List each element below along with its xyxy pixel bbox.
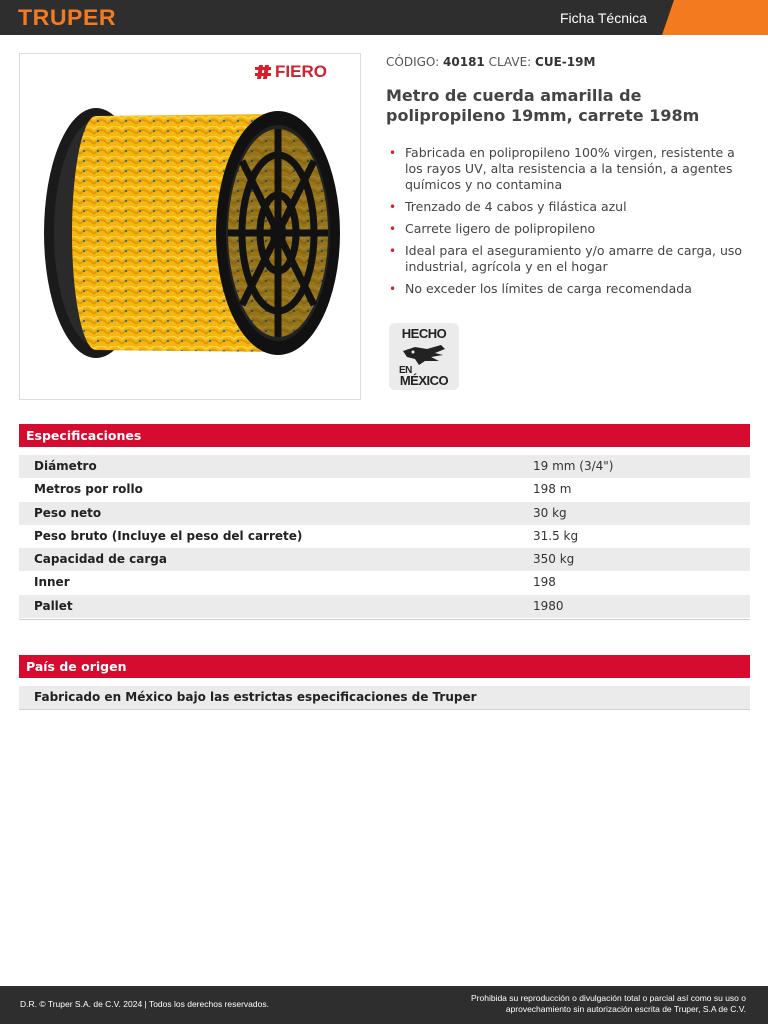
copyright-text: D.R. © Truper S.A. de C.V. 2024 | Todos los derechos reservados. (20, 999, 269, 1009)
table-row (19, 455, 750, 478)
origin-text: Fabricado en México bajo las estrictas especificaciones de Truper (19, 686, 750, 709)
spec-label: Capacidad de carga (34, 552, 167, 567)
hecho-en-mexico-badge (389, 323, 459, 390)
origin-heading: País de origen (19, 655, 750, 678)
mexican-eagle-icon (401, 343, 447, 367)
spec-value: 19 mm (3/4") (533, 459, 614, 473)
product-code-line (386, 55, 595, 69)
footer-bar (0, 986, 768, 1024)
fiero-mark-icon (255, 65, 271, 79)
product-title: Metro de cuerda amarilla de polipropileno 19mm, carrete 198m (386, 86, 700, 125)
badge-line-3: MÉXICO (399, 373, 449, 388)
spec-label: Pallet (34, 598, 73, 613)
spec-label: Metros por rollo (34, 482, 143, 497)
fiero-logo-text: FIERO (275, 62, 327, 81)
table-row (19, 548, 750, 571)
fiero-logo (253, 62, 353, 82)
product-code: 40181 (443, 55, 485, 69)
specs-table (19, 455, 750, 618)
table-row (19, 571, 750, 594)
spec-label: Inner (34, 575, 70, 590)
legal-notice-line-2: aprovechamiento sin autorización escrita de Truper, S.A de C.V. (505, 1004, 746, 1014)
table-row (19, 595, 750, 618)
product-key: CUE-19M (535, 55, 596, 69)
table-row (19, 525, 750, 548)
origin-divider (19, 709, 750, 710)
spec-label: Diámetro (34, 459, 97, 473)
spec-value: 350 kg (533, 552, 575, 567)
spec-value: 31.5 kg (533, 528, 579, 543)
spec-value: 198 (533, 575, 556, 590)
specs-divider (19, 619, 750, 620)
code-label: CÓDIGO: (386, 55, 440, 69)
spec-value: 1980 (533, 598, 564, 613)
truper-logo: TRUPER (18, 5, 117, 30)
document-type-label: Ficha Técnica (560, 10, 647, 26)
legal-notice (406, 993, 746, 1015)
feature-item: • Trenzado de 4 cabos y filástica azul (386, 199, 748, 215)
key-label: CLAVE: (488, 55, 532, 69)
table-row (19, 478, 750, 501)
spec-label: Peso bruto (Incluye el peso del carrete) (34, 528, 303, 543)
table-row (19, 502, 750, 525)
product-image-box (19, 53, 361, 400)
header-accent (662, 0, 768, 35)
feature-list (386, 145, 748, 303)
spec-value: 198 m (533, 482, 572, 497)
badge-line-1: HECHO (401, 326, 447, 341)
specs-heading: Especificaciones (19, 424, 750, 447)
feature-item: • Carrete ligero de polipropileno (386, 221, 748, 237)
rope-spool-image (38, 106, 343, 366)
feature-item: • Ideal para el aseguramiento y/o amarre de carga, uso industrial, agrícola y en el hogar (386, 243, 748, 275)
feature-item: • No exceder los límites de carga recomendada (386, 281, 748, 297)
feature-item: • Fabricada en polipropileno 100% virgen, resistente a los rayos UV, alta resistencia a la tensión, a agentes químicos y no contamina (386, 145, 748, 193)
badge-line-2: EN (399, 365, 412, 376)
header-bar (0, 0, 768, 35)
spec-value: 30 kg (533, 505, 567, 520)
spec-label: Peso neto (34, 505, 102, 520)
legal-notice-line-1: Prohibida su reproducción o divulgación total o parcial así como su uso o (471, 993, 746, 1003)
